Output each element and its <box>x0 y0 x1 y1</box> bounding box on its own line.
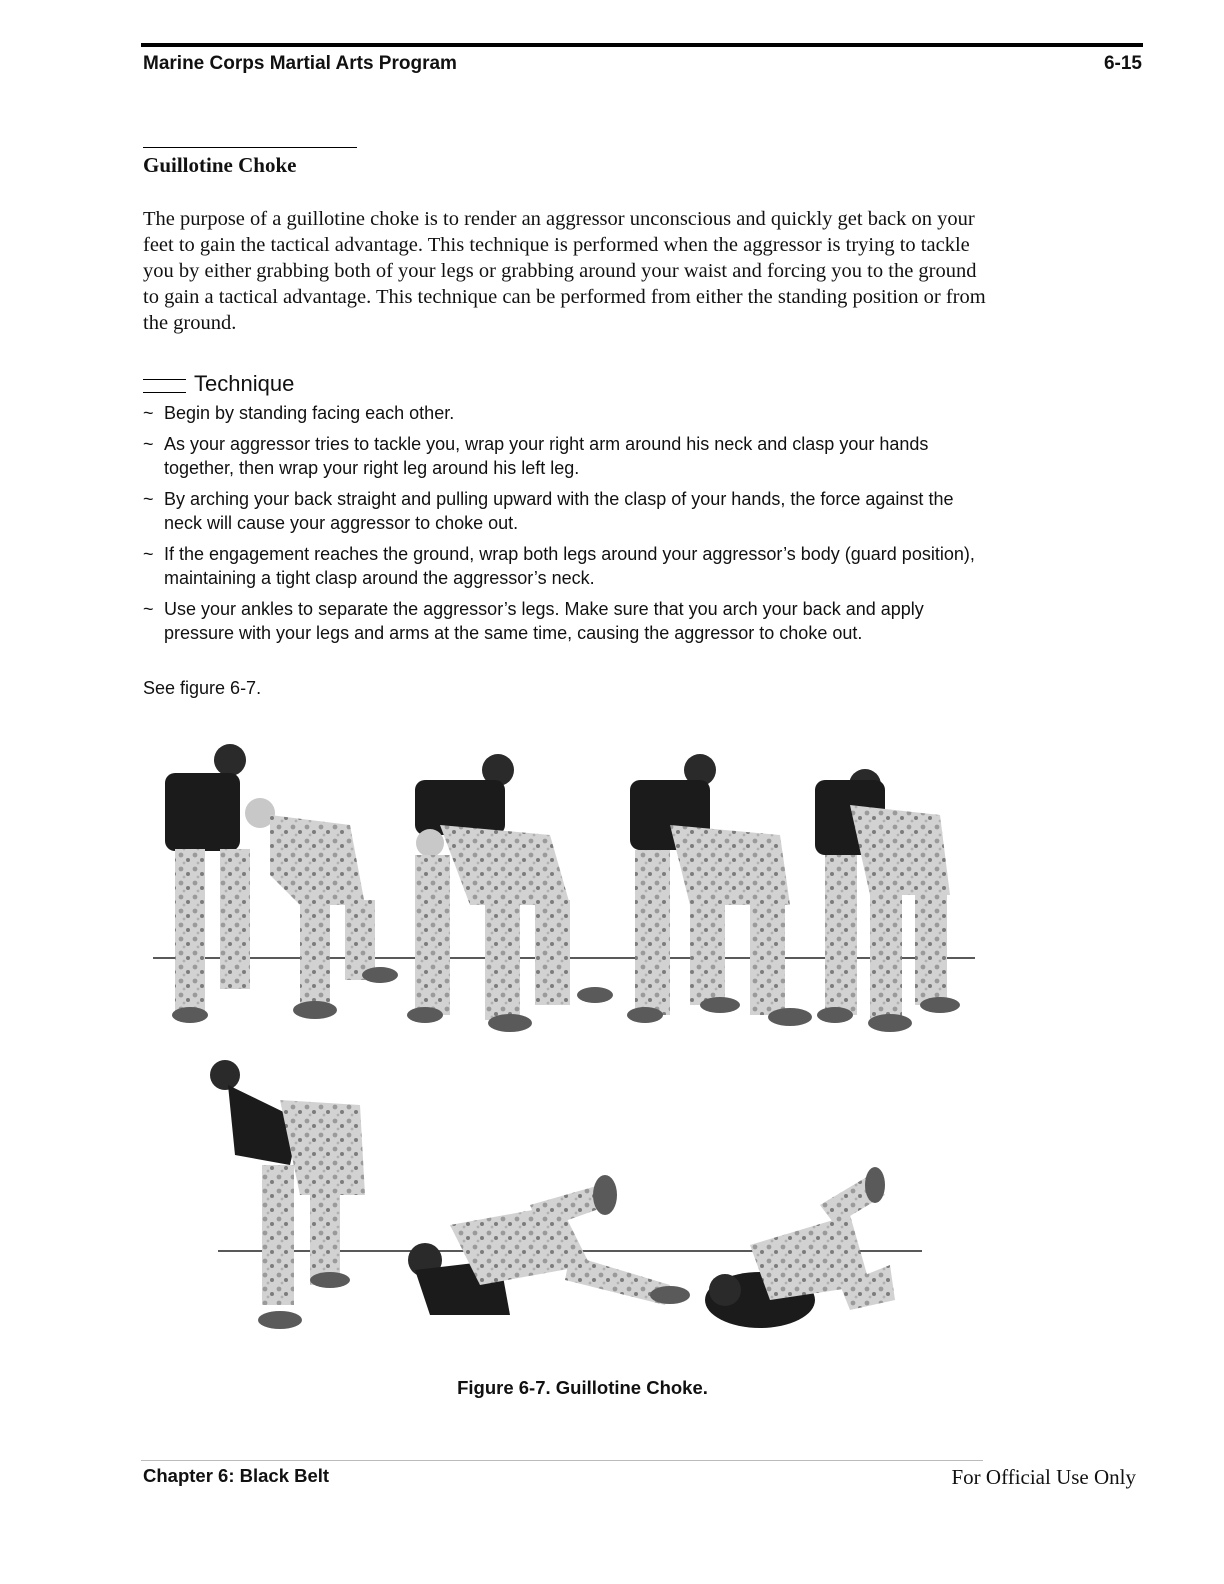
list-item <box>143 542 983 590</box>
legs <box>415 855 450 1015</box>
legs <box>535 900 570 1005</box>
legs <box>345 900 375 980</box>
technique-heading-label: Technique <box>194 371 295 396</box>
boot <box>865 1167 885 1203</box>
torso-camo <box>440 825 570 905</box>
list-item <box>143 487 983 535</box>
boot <box>362 967 398 983</box>
boot <box>593 1175 617 1215</box>
footer-rule <box>141 1460 983 1461</box>
torso-black <box>415 780 505 835</box>
head <box>214 744 246 776</box>
torso-camo <box>850 805 950 895</box>
legs <box>220 849 250 989</box>
legs <box>262 1165 294 1305</box>
running-header-title: Marine Corps Martial Arts Program <box>143 53 457 74</box>
frame-3 <box>627 754 812 1026</box>
frame-7 <box>705 1167 895 1328</box>
tilde-bullet: ~ <box>143 403 154 423</box>
legs <box>300 900 330 1010</box>
footer-chapter: Chapter 6: Black Belt <box>143 1465 330 1486</box>
tilde-bullet: ~ <box>143 544 154 564</box>
legs <box>915 885 947 1005</box>
boot <box>868 1014 912 1032</box>
list-item <box>143 432 983 480</box>
tilde-bullet: ~ <box>143 489 154 509</box>
step-text: Begin by standing facing each other. <box>164 403 455 423</box>
boot <box>920 997 960 1013</box>
page-number: 6-15 <box>1103 53 1142 74</box>
step-text: As your aggressor tries to tackle you, wrap your right arm around his neck and clasp your hands together, then wrap your right leg around his left leg. <box>164 434 929 478</box>
legs <box>690 900 725 1005</box>
step-text: Use your ankles to separate the aggressor’s legs. Make sure that you arch your back and apply pressure with your legs and arms at the same time, causing the aggressor to choke out. <box>164 599 924 643</box>
legs <box>310 1185 340 1285</box>
torso-camo <box>670 825 790 905</box>
footer-notice: For Official Use Only <box>951 1465 1136 1489</box>
legs <box>825 855 857 1015</box>
tilde-bullet: ~ <box>143 434 154 454</box>
boot <box>488 1014 532 1032</box>
boot <box>768 1008 812 1026</box>
list-item <box>143 597 983 645</box>
boot <box>650 1286 690 1304</box>
torso-camo <box>270 815 365 905</box>
figure-reference: See figure 6-7. <box>143 678 262 698</box>
frame-2 <box>407 754 613 1032</box>
boot <box>407 1007 443 1023</box>
legs <box>175 849 205 1014</box>
legs <box>870 885 902 1020</box>
step-text: By arching your back straight and pulling upward with the clasp of your hands, the force against the neck will cause your aggressor to choke out. <box>164 489 954 533</box>
legs <box>750 900 785 1015</box>
boot <box>700 997 740 1013</box>
figure-caption: Figure 6-7. Guillotine Choke. <box>457 1377 708 1398</box>
section-rule <box>143 147 357 148</box>
legs <box>485 900 520 1020</box>
tilde-bullet: ~ <box>143 599 154 619</box>
frame-1 <box>165 744 398 1023</box>
boot <box>172 1007 208 1023</box>
frame-6 <box>408 1175 690 1315</box>
section-title: Guillotine Choke <box>143 153 297 177</box>
head <box>210 1060 240 1090</box>
legs <box>635 850 670 1015</box>
guillotine-choke-photo-sequence <box>150 725 980 1355</box>
boot <box>310 1272 350 1288</box>
head <box>709 1274 741 1306</box>
header-rule <box>141 43 1143 47</box>
technique-steps <box>143 401 983 652</box>
intro-paragraph: The purpose of a guillotine choke is to render an aggressor unconscious and quickly get back on your feet to gain the tactical advantage. This technique is performed when the aggressor is trying to tackle you by either grabbing both of your legs or grabbing around your waist and forcing you to the ground to gain a tactical advantage. This technique can be performed from either the standing position or from the ground. <box>143 208 986 334</box>
double-rule-icon <box>143 379 186 393</box>
torso-black <box>165 773 240 851</box>
boot <box>817 1007 853 1023</box>
frame-4 <box>815 769 960 1032</box>
boot <box>627 1007 663 1023</box>
head <box>416 829 444 857</box>
boot <box>258 1311 302 1329</box>
step-text: If the engagement reaches the ground, wrap both legs around your aggressor’s body (guard position), maintaining a tight clasp around the aggressor’s neck. <box>164 544 975 588</box>
boot <box>577 987 613 1003</box>
boot <box>293 1001 337 1019</box>
list-item <box>143 401 983 425</box>
frame-5 <box>210 1060 365 1329</box>
